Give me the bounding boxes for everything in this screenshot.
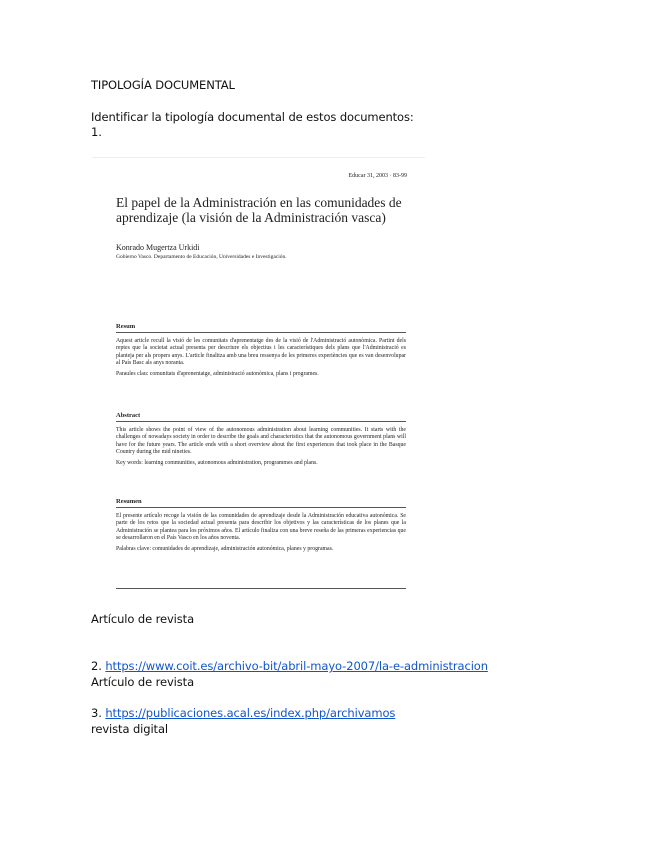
item-2-link[interactable]: https://www.coit.es/archivo-bit/abril-mayo-2007/la-e-administracion [105, 659, 488, 673]
section-keywords: Paraules clau: comunitats d'aprenentatge, administració autonòmica, plans i programes. [116, 370, 319, 377]
document-top-edge [92, 157, 425, 158]
section-heading: Abstract [116, 412, 406, 422]
section-text: This article shows the point of view of the autonomous administration about learning communities. It starts with the challenges of nowadays society in order to describe the goals and characteristics that the autonomous government plans will have for the future years. The article ends with a short overview about the first experiences that took place in the Basque Country during the mid nineties. [116, 427, 406, 456]
document-bottom-rule [116, 588, 406, 589]
section-keywords: Key words: learning communities, autonomous administration, programmes and plans. [116, 459, 318, 466]
item-2 [91, 659, 488, 673]
document-title: El papel de la Administración en las comunidades de aprendizaje (la visión de la Administración vasca) [116, 195, 402, 225]
item-1-answer: Artículo de revista [91, 612, 195, 626]
section-heading: Resum [116, 323, 406, 333]
section-resumen [116, 498, 406, 553]
page-title: TIPOLOGÍA DOCUMENTAL [91, 78, 235, 92]
document-author: Konrado Mugertza Urkidi [116, 243, 200, 252]
item-3-link[interactable]: https://publicaciones.acal.es/index.php/archivamos [105, 706, 396, 720]
item-1-number: 1. [91, 125, 102, 139]
document-header: Educar 31, 2003 · 83-99 [348, 173, 407, 179]
section-abstract [116, 412, 406, 467]
item-3-answer: revista digital [91, 722, 168, 736]
document-affiliation: Gobierno Vasco. Departamento de Educación, Universidades e Investigación. [116, 254, 287, 260]
item-2-answer: Artículo de revista [91, 675, 195, 689]
section-text: El presente artículo recoge la visión de las comunidades de aprendizaje desde la Administración educativa autonómica. Se parte de los retos que la sociedad actual presenta para describir los objetivos y las características de los planes que la Administración se plantea para los próximos años. El artículo finaliza con una breve reseña de las primeras experiencias que se desarrollaron en el País Vasco en los años noventa. [116, 513, 406, 542]
item-3-number: 3. [91, 706, 102, 720]
section-text: Aquest article recull la visió de les comunitats d'aprenentatge des de la visió de l'Administració autonòmica. Partint dels reptes que la societat actual presenta per descriure els objectius i les característiques dels plans que l'Administració es planteja per als propers anys. L'article finalitza amb una breu ressenya de les primeres experiències que es van desenvolupar al País Basc als anys noranta. [116, 338, 406, 367]
instruction-text: Identificar la tipología documental de estos documentos: [91, 110, 414, 124]
section-resum [116, 323, 406, 378]
item-2-number: 2. [91, 659, 102, 673]
section-heading: Resumen [116, 498, 406, 508]
section-keywords: Palabras clave: comunidades de aprendizaje, administración autonómica, planes y programas. [116, 545, 334, 552]
embedded-document-image [92, 157, 425, 594]
item-3 [91, 706, 395, 720]
